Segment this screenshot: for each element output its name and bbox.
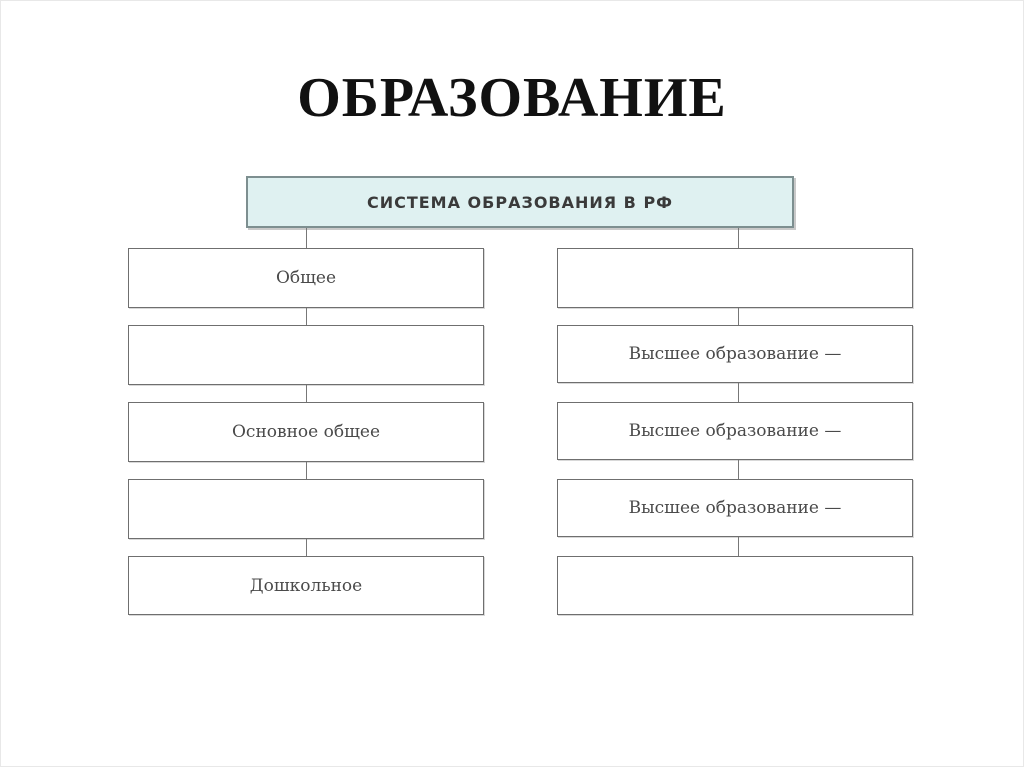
left-box-5-label: Дошкольное <box>249 575 363 596</box>
right-box-3-label: Высшее образование — <box>628 421 842 441</box>
connector-left-3-4 <box>306 462 307 479</box>
slide-title: ОБРАЗОВАНИЕ <box>297 67 727 129</box>
connector-left-4-5 <box>306 539 307 556</box>
right-box-5 <box>557 556 913 615</box>
left-box-2 <box>128 325 484 385</box>
left-box-3-label: Основное общее <box>231 422 381 442</box>
left-box-1-label: Общее <box>275 268 337 288</box>
connector-right-3-4 <box>738 460 739 479</box>
root-box-label: СИСТЕМА ОБРАЗОВАНИЯ В РФ <box>366 192 674 212</box>
connector-right-1-2 <box>738 308 739 325</box>
connector-left-1-2 <box>306 308 307 325</box>
right-box-2 <box>557 325 913 383</box>
right-box-4 <box>557 479 913 537</box>
connector-right-2-3 <box>738 383 739 402</box>
connector-right-4-5 <box>738 537 739 556</box>
left-box-4 <box>128 479 484 539</box>
left-box-5 <box>128 556 484 615</box>
right-box-1 <box>557 248 913 308</box>
right-box-4-label: Высшее образование — <box>628 498 842 518</box>
root-box <box>246 176 794 228</box>
left-box-3 <box>128 402 484 462</box>
right-box-2-label: Высшее образование — <box>628 344 842 364</box>
connector-root-left <box>306 228 307 248</box>
right-box-3 <box>557 402 913 460</box>
left-box-1 <box>128 248 484 308</box>
connector-left-2-3 <box>306 385 307 402</box>
connector-root-right <box>738 228 739 248</box>
